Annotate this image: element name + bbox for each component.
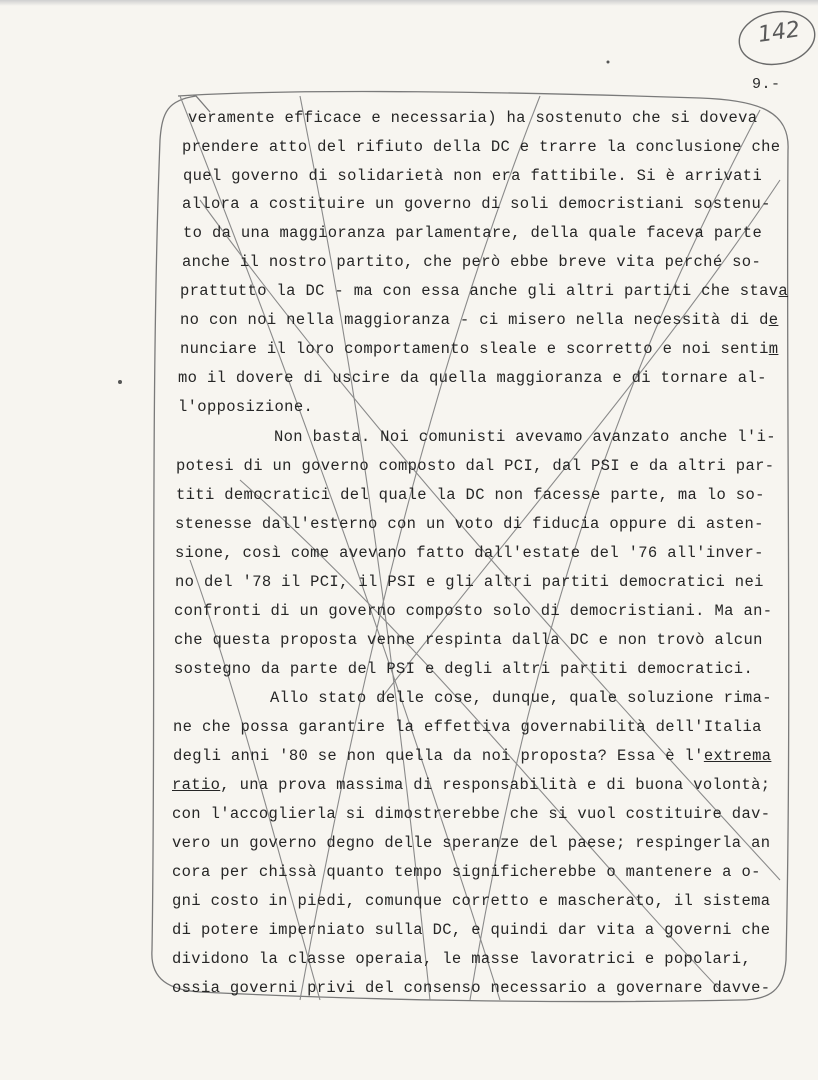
text-line: vero un governo degno delle speranze del paese; respingerla an [172,834,771,852]
text-line [180,310,778,330]
underlined-correction: a [778,282,789,300]
text-line: titi democratici del quale la DC non facesse parte, ma lo so- [176,486,765,504]
text-line: no del '78 il PCI, il PSI e gli altri partiti democratici nei [175,573,764,591]
text-line [180,281,788,301]
underlined-correction: m [768,340,779,358]
text-segment: , una prova massima di responsabilità e di buona volontà; [220,776,771,794]
text-line: l'opposizione. [178,398,314,416]
text-line: gni costo in piedi, comunque corretto e mascherato, il sistema [172,892,771,910]
text-line: quel governo di solidarietà non era fattibile. Si è arrivati [183,167,763,185]
text-line: con l'accoglierla si dimostrerebbe che si vuol costituire dav- [172,805,771,823]
text-segment: degli anni '80 se non quella da noi proposta? Essa è l' [173,747,704,765]
text-line: sostegno da parte del PSI e degli altri partiti democratici. [174,660,754,678]
text-line: dividono la classe operaia, le masse lavoratrici e popolari, [172,950,752,968]
text-line: prendere atto del rifiuto della DC e trarre la conclusione che [182,138,781,156]
text-line: allora a costituire un governo di soli democristiani sostenu- [182,195,771,213]
text-line: potesi di un governo composto dal PCI, dal PSI e da altri par- [176,457,775,475]
text-line [180,339,778,359]
text-segment: prattutto la DC - ma con essa anche gli altri partiti che stav [180,282,779,300]
text-line: to da una maggioranza parlamentare, della quale faceva parte [183,224,763,242]
text-line: ossia governi privi del consenso necessario a governare davve- [172,979,771,997]
underlined-correction: e [768,311,779,329]
text-segment: no con noi nella maggioranza - ci misero nella necessità di d [180,311,769,329]
text-line: sione, così come avevano fatto dall'estate del '76 all'inver- [175,544,764,562]
text-line: Allo stato delle cose, dunque, quale soluzione rima- [270,689,772,707]
text-line: veramente efficace e necessaria) ha sostenuto che si doveva [188,109,758,127]
page-number: 9.- [752,76,781,93]
text-line [172,775,770,795]
text-line: confronti di un governo composto solo di democristiani. Ma an- [174,602,773,620]
text-line [173,746,771,766]
text-line: anche il nostro partito, che però ebbe breve vita perché so- [182,253,762,271]
underlined-latin-phrase: ratio [172,776,221,794]
text-line: ne che possa garantire la effettiva governabilità dell'Italia [173,718,762,736]
archive-number-handwritten: 142 [756,17,802,48]
text-line: cora per chissà quanto tempo significherebbe o mantenere a o- [172,863,761,881]
text-line: di potere imperniato sulla DC, e quindi dar vita a governi che [172,921,771,939]
text-line: che questa proposta venne respinta dalla DC e non trovò alcun [174,631,763,649]
underlined-latin-phrase: extrema [703,747,772,765]
text-line: Non basta. Noi comunisti avevamo avanzato anche l'i- [274,428,776,446]
text-line: mo il dovere di uscire da quella maggioranza e di tornare al- [178,369,767,387]
text-segment: nunciare il loro comportamento sleale e scorretto e noi senti [180,340,769,358]
text-line: stenesse dall'esterno con un voto di fiducia oppure di asten- [175,515,764,533]
